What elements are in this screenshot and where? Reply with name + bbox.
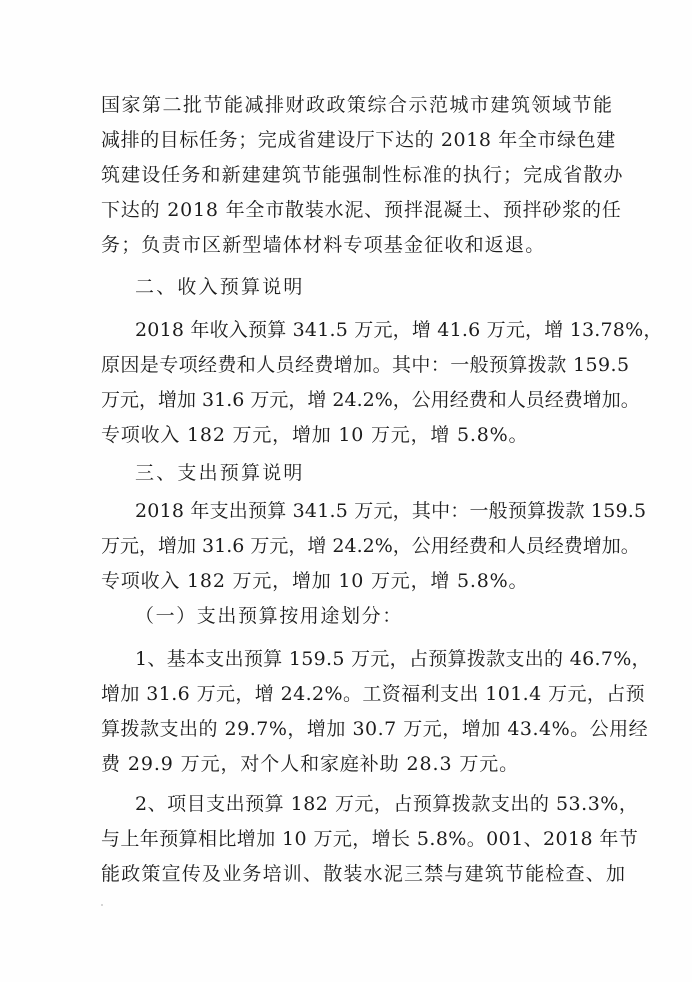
paragraph-line: 万元，增加 31.6 万元，增 24.2%，公用经费和人员经费增加。 (101, 535, 640, 557)
paragraph-line: 下达的 2018 年全市散装水泥、预拌混凝土、预拌砂浆的任 (101, 199, 622, 221)
scan-speck (101, 904, 103, 906)
paragraph-line: 费 29.9 万元，对个人和家庭补助 28.3 万元。 (101, 753, 520, 775)
paragraph-line: 1、基本支出预算 159.5 万元，占预算拨款支出的 46.7%， (135, 648, 651, 670)
paragraph-line: 减排的目标任务；完成省建设厅下达的 2018 年全市绿色建 (101, 129, 616, 151)
paragraph-line: 2、项目支出预算 182 万元，占预算拨款支出的 53.3%， (135, 793, 639, 815)
paragraph-line: 万元，增加 31.6 万元，增 24.2%，公用经费和人员经费增加。 (101, 389, 640, 411)
paragraph-line: 专项收入 182 万元，增加 10 万元，增 5.8%。 (101, 424, 529, 446)
paragraph-line: 算拨款支出的 29.7%，增加 30.7 万元，增加 43.4%。公用经 (101, 718, 649, 740)
section-heading-expense: 三、支出预算说明 (135, 462, 305, 484)
paragraph-line: 原因是专项经费和人员经费增加。其中：一般预算拨款 159.5 (101, 354, 630, 376)
paragraph-line: 2018 年支出预算 341.5 万元，其中：一般预算拨款 159.5 (135, 500, 647, 522)
paragraph-line: 2018 年收入预算 341.5 万元，增 41.6 万元，增 13.78%， (135, 319, 663, 341)
paragraph-line: 增加 31.6 万元，增 24.2%。工资福利支出 101.4 万元，占预 (101, 683, 646, 705)
paragraph-line: 与上年预算相比增加 10 万元，增长 5.8%。001、2018 年节 (101, 828, 639, 850)
paragraph-line: 筑建设任务和新建建筑节能强制性标准的执行；完成省散办 (101, 164, 624, 186)
subsection-heading-usage: （一）支出预算按用途划分： (135, 605, 403, 627)
paragraph-line: 务；负责市区新型墙体材料专项基金征收和返退。 (101, 234, 546, 256)
paragraph-line: 国家第二批节能减排财政政策综合示范城市建筑领域节能 (101, 94, 614, 116)
paragraph-line: 专项收入 182 万元，增加 10 万元，增 5.8%。 (101, 570, 529, 592)
paragraph-line: 能政策宣传及业务培训、散装水泥三禁与建筑节能检查、加 (101, 863, 627, 885)
section-heading-income: 二、收入预算说明 (135, 276, 305, 298)
